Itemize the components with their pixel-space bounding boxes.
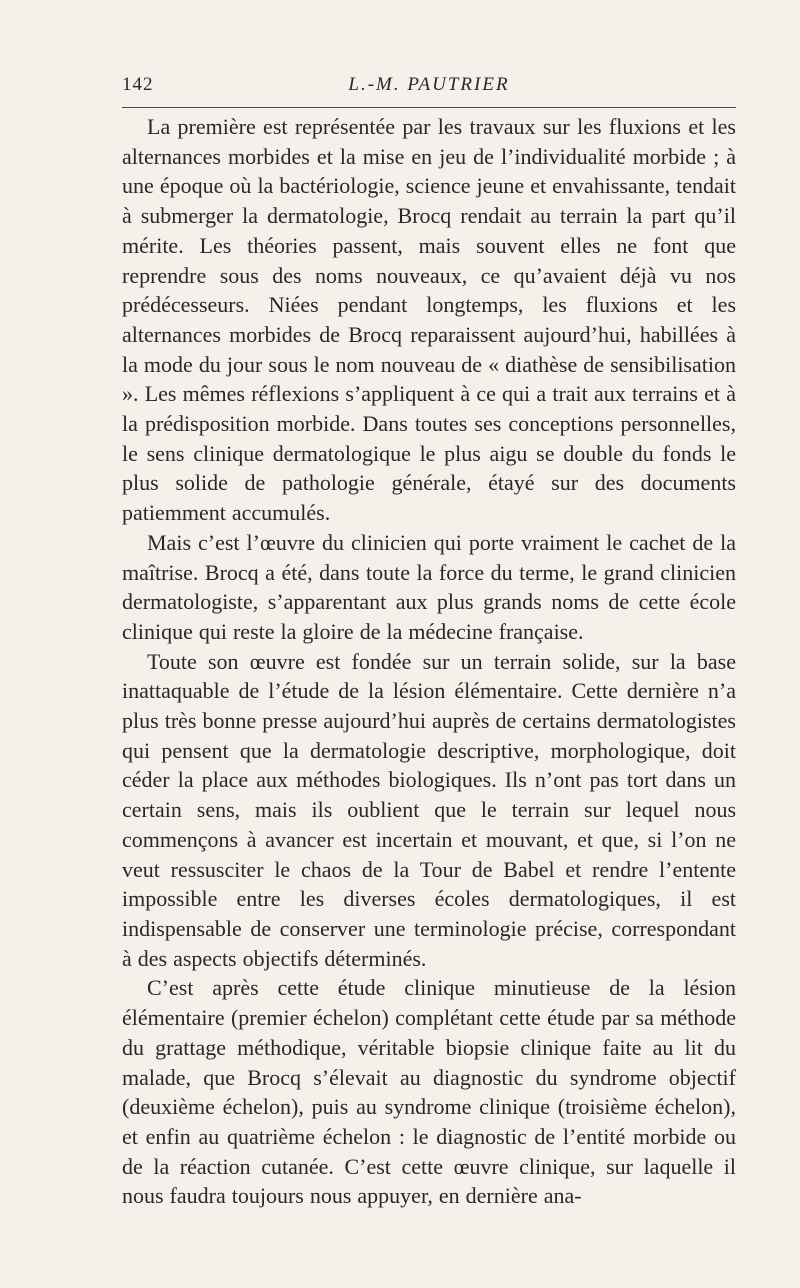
- running-title: L.-M. PAUTRIER: [348, 74, 510, 95]
- header-rule: [122, 107, 736, 108]
- running-head: [122, 74, 736, 104]
- paragraph-3: Toute son œuvre est fondée sur un terrain solide, sur la base inattaquable de l’étude de la lésion élémentaire. Cette dernière n’a plus très bonne presse aujourd’hui auprès de certains dermatologistes qui pensent que la dermatologie descriptive, morphologique, doit céder la place aux méthodes biologiques. Ils n’ont pas tort dans un certain sens, mais ils oublient que le terrain sur lequel nous commençons à avancer est incertain et mouvant, et que, si l’on ne veut ressusciter le chaos de la Tour de Babel et rendre l’entente impossible entre les diverses écoles dermatologiques, il est indispensable de conserver une terminologie précise, correspondant à des aspects objectifs déterminés.: [122, 648, 736, 971]
- paragraph-4: C’est après cette étude clinique minutieuse de la lésion élémentaire (premier échelon) complétant cette étude par sa méthode du grattage méthodique, véritable biopsie clinique faite au lit du malade, que Brocq s’élevait au diagnostic du syndrome objectif (deuxième échelon), puis au syndrome clinique (troisième échelon), et enfin au quatrième échelon : le diagnostic de l’entité morbide ou de la réaction cutanée. C’est cette œuvre clinique, sur laquelle il nous faudra toujours nous appuyer, en dernière ana-: [122, 975, 736, 1209]
- page-number: 142: [122, 74, 154, 95]
- paragraph-2: Mais c’est l’œuvre du clinicien qui porte vraiment le cachet de la maîtrise. Brocq a été, dans toute la force du terme, le grand clinicien dermatologiste, s’apparentant aux plus grands noms de cette école clinique qui reste la gloire de la médecine française.: [122, 529, 736, 644]
- paragraph-1: La première est représentée par les travaux sur les fluxions et les alternances morbides et la mise en jeu de l’individualité morbide ; à une époque où la bactériologie, science jeune et envahissante, tendait à submerger la dermatologie, Brocq rendait au terrain la part qu’il mérite. Les théories passent, mais souvent elles ne font que reprendre sous des noms nouveaux, ce qu’avaient déjà vu nos prédécesseurs. Niées pendant longtemps, les fluxions et les alternances morbides de Brocq reparaissent aujourd’hui, habillées à la mode du jour sous le nom nouveau de « diathèse de sensibilisation ». Les mêmes réflexions s’appliquent à ce qui a trait aux terrains et à la prédisposition morbide. Dans toutes ses conceptions personnelles, le sens clinique dermatologique le plus aigu se double du fonds le plus solide de pathologie générale, étayé sur des documents patiemment accumulés.: [122, 114, 736, 526]
- body-text: [122, 112, 736, 1211]
